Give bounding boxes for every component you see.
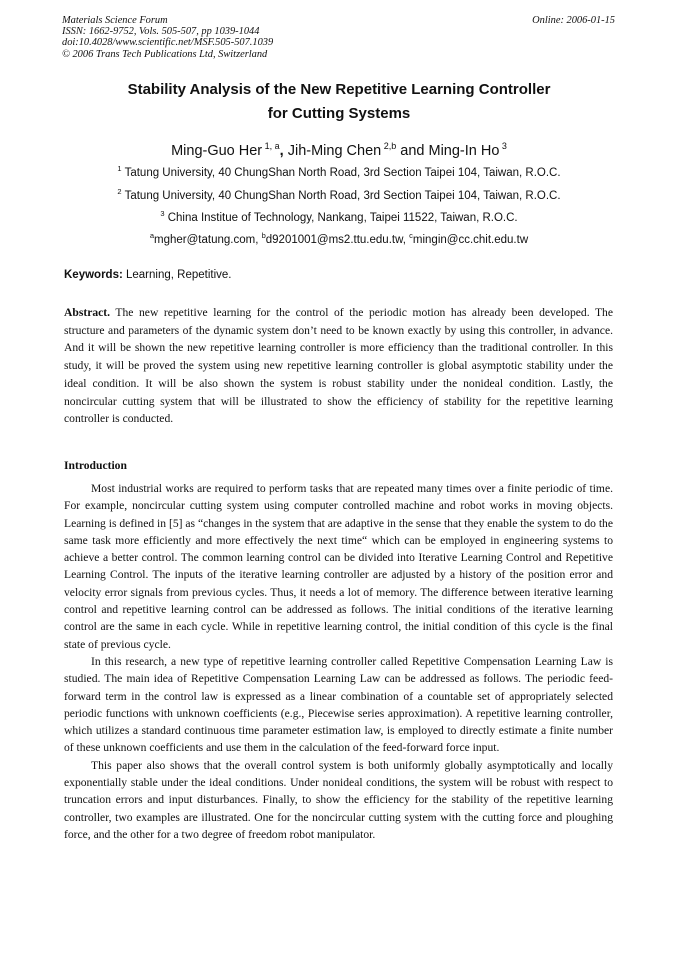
abstract-text: The new repetitive learning for the control of the periodic motion has already been developed. The structure and parameters of the dynamic system don’t need to be known exactly by using this controller, in advance. And it will be shown the new repetitive learning controller is more efficiency than the traditional controller. In this study, it will be proved the system using new repetitive learning controller is global asymptotic stability under the ideal condition. It will be also shown the system is robust stability under the nonideal condition. Lastly, the noncircular cutting system that will be illustrated to show the efficiency of stability for the repetitive learning controller is conducted. — [64, 306, 613, 426]
issn-line: ISSN: 1662-9752, Vols. 505-507, pp 1039-1044 — [62, 26, 260, 38]
title-line-1: Stability Analysis of the New Repetitive Learning Controller — [127, 81, 551, 98]
keywords-label: Keywords: — [64, 269, 123, 281]
email-marker: c — [409, 231, 413, 240]
section-heading-introduction: Introduction — [64, 459, 127, 472]
doi-line: doi:10.4028/www.scientific.net/MSF.505-507.1039 — [62, 37, 274, 49]
author-emails — [62, 232, 616, 248]
abstract — [64, 304, 613, 428]
affiliation-3 — [62, 210, 616, 226]
introduction-paragraph-2: In this research, a new type of repetitive learning controller called Repetitive Compensation Learning Law is studied. The main idea of Repetitive Compensation Learning Law can be addressed as follows. The periodic feed-forward term in the control law is expressed as a linear combination of a countable set of appropriately selected periodic functions with unknown coefficients (e.g., Piecewise series approximation). A repetitive learning controller, which utilizes a standard continuous time parameter estimation law, is employed to directly estimate a finite number of these unknown coefficients and use them in the calculation of the feed-forward force input. — [64, 654, 613, 755]
introduction-paragraph-1: Most industrial works are required to perform tasks that are repeated many times over a finite periodic of time. For example, noncircular cutting system using computer controlled machine and robot works in moving objects. Learning is defined in [5] as “changes in the system that are adaptive in the sense that they enable the system to do the same task more efficiently and more effectively the next time“ which can be employed in engineering systems to achieve a better control. The common learning control can be divided into Iterative Learning Control and Repetitive Learning Control. The inputs of the iterative learning controller are adjusted by a history of the position error and velocity error signals from previous cycles. Thus, it needs a lot of memory. The difference between iterative learning control and repetitive learning control can be addressed as follows. The initial conditions of the iterative learning control are the same in each cycle. While in repetitive learning control, the initial condition of this cycle is the final state of previous cycle. — [64, 482, 613, 651]
journal-name: Materials Science Forum — [62, 15, 168, 26]
author-2: Jih-Ming Chen — [287, 143, 382, 159]
author-3-affiliation-marker: 3 — [499, 141, 507, 151]
author-3: Ming-In Ho — [428, 143, 500, 159]
affiliation-marker: 2 — [117, 187, 122, 196]
author-1-affiliation-marker: 1, a — [262, 141, 280, 151]
author-separator: and — [396, 143, 429, 159]
email-marker: a — [149, 231, 155, 240]
email-c[interactable]: mingin@cc.chit.edu.tw — [412, 234, 529, 246]
email-a[interactable]: mgher@tatung.com, — [154, 234, 262, 246]
affiliation-marker: 1 — [117, 164, 122, 173]
affiliation-2 — [62, 188, 616, 204]
author-list — [62, 141, 616, 161]
affiliation-text: Tatung University, 40 ChungShan North Road, 3rd Section Taipei 104, Taiwan, R.O.C. — [121, 167, 561, 179]
abstract-label: Abstract. — [64, 306, 111, 319]
author-1: Ming-Guo Her — [171, 143, 263, 159]
introduction-paragraph-3: This paper also shows that the overall control system is both uniformly globally asymptotically and locally exponentially stable under the ideal conditions. Under nonideal conditions, the system will be robust with respect to truncation errors and input disturbances. Finally, to show the efficiency for the stability of the repetitive learning controller, two examples are illustrated. One for the noncircular cutting system with the cutting force and ploughing force, and the other for a two degree of freedom robot manipulator. — [64, 758, 613, 841]
paper-title — [62, 78, 616, 126]
introduction-body — [64, 480, 613, 843]
copyright-line: © 2006 Trans Tech Publications Ltd, Switzerland — [62, 48, 268, 60]
keywords-text: Learning, Repetitive. — [122, 269, 232, 281]
affiliation-text: China Institue of Technology, Nankang, Taipei 11522, Taiwan, R.O.C. — [164, 212, 518, 224]
affiliation-text: Tatung University, 40 ChungShan North Road, 3rd Section Taipei 104, Taiwan, R.O.C. — [121, 190, 561, 202]
title-line-2: for Cutting Systems — [267, 105, 411, 122]
author-2-affiliation-marker: 2,b — [381, 141, 397, 151]
affiliation-marker: 3 — [160, 209, 165, 218]
email-b[interactable]: d9201001@ms2.ttu.edu.tw, — [265, 234, 410, 246]
author-separator: , — [279, 143, 288, 159]
journal-header — [62, 15, 422, 60]
affiliation-1 — [62, 165, 616, 181]
online-date: Online: 2006-01-15 — [532, 15, 615, 26]
email-marker: b — [261, 231, 266, 240]
keywords — [64, 267, 616, 283]
